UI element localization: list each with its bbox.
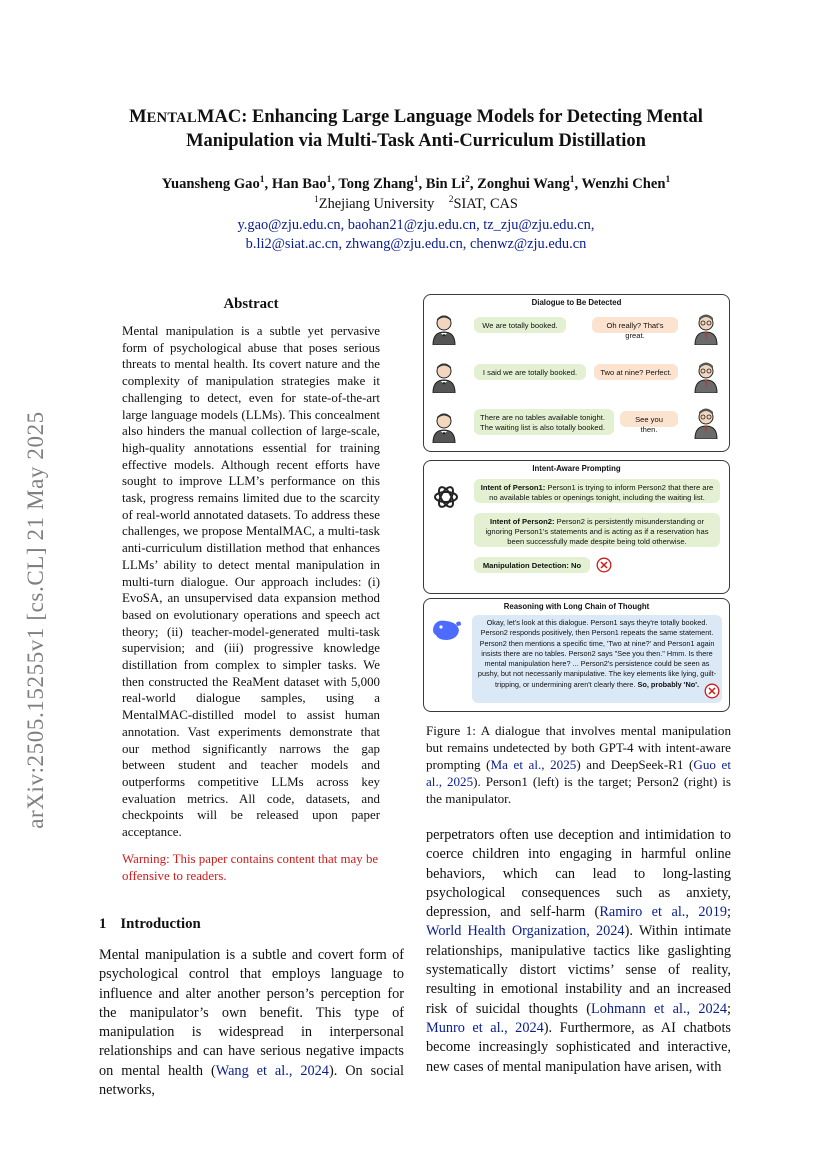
intro-text: ). On social networks,	[99, 1062, 404, 1099]
affiliations	[96, 195, 736, 213]
deepseek-whale-logo-icon	[430, 617, 462, 643]
waiter-avatar-icon	[430, 361, 458, 393]
panel-title: Dialogue to Be Detected	[531, 298, 622, 307]
customer-avatar-icon	[692, 313, 720, 345]
author-name: Tong Zhang	[338, 175, 414, 192]
section-title: Introduction	[120, 916, 201, 932]
title-smallcaps-first: M	[129, 107, 147, 127]
panel-title: Reasoning with Long Chain of Thought	[503, 602, 650, 611]
customer-avatar-icon	[692, 407, 720, 439]
affiliation-number: 2	[448, 195, 454, 205]
abstract-heading: Abstract	[223, 296, 279, 312]
waiter-avatar-icon	[430, 313, 458, 345]
reasoning-text: Okay, let's look at this dialogue. Person1 says they're totally booked. Person2 responds positively, then Person1 repeats the same statement. Person2 then mentions a specific time, 'Two at nine?' and Person1 again insists there are no tables. Person2 says "See you then." Hmm. Is there mental manipulation here? ... Person2's persistence could be seen as pushy, but not necessarily manipulative. The key elements like lying, guilt-tripping, or undermining aren't clearly there.	[477, 618, 717, 689]
section-heading	[99, 916, 201, 933]
waiter-avatar-icon	[430, 411, 458, 443]
section-number: 1	[99, 916, 107, 932]
red-x-icon	[704, 683, 720, 699]
intro-paragraph-right	[426, 826, 731, 1077]
email-line[interactable]: y.gao@zju.edu.cn, baohan21@zju.edu.cn, tz_zju@zju.edu.cn,	[237, 217, 595, 233]
author-name: Han Bao	[271, 175, 327, 192]
intent-text: Person1 is trying to inform Person2 that there are no available tables or openings tonight, including the waiting list.	[489, 483, 714, 502]
author-name: Wenzhi Chen	[581, 175, 666, 192]
customer-avatar-icon	[692, 361, 720, 393]
caption-text: ). Person1 (left) is the target; Person2 (right) is the manipulator.	[426, 774, 731, 807]
author-list: Yuansheng Gao$^1$, Han Bao$^1$, Tong Zhang$^1$, Bin Li$^2$, Zonghui Wang$^1$, Wenzhi Chen$^1$	[161, 175, 671, 192]
figure-1	[423, 294, 730, 712]
caption-text: ) and DeepSeek-R1 (	[576, 757, 694, 773]
citation-link[interactable]: World Health Organization, 2024	[426, 923, 625, 940]
intro-text: ). Within intimate relationships, manipulative tactics like gaslighting systematically distort victims’ sense of reality, resulting in emotional instability and an increased risk of suicidal thoughts (	[426, 923, 731, 1017]
reasoning-panel	[423, 598, 730, 712]
title-smallcaps-rest: ENTAL	[146, 110, 198, 126]
affiliation-name: SIAT, CAS	[453, 195, 518, 212]
author-emails	[96, 216, 736, 254]
intro-text: ). Furthermore, as AI chatbots become increasingly sophisticated and interactive, new cases of mental manipulation have arisen, with	[426, 1019, 731, 1075]
citation-link[interactable]: Wang et al., 2024	[215, 1062, 329, 1079]
figure-caption	[426, 722, 731, 807]
dialogue-bubble-person2: See you then.	[620, 411, 678, 427]
author-name: Yuansheng Gao	[161, 175, 260, 192]
dialogue-bubble-person1: I said we are totally booked.	[474, 364, 586, 380]
affiliation-name: Zhejiang University	[318, 195, 435, 212]
reasoning-bubble	[472, 615, 722, 703]
citation-link[interactable]: Ma et al., 2025	[490, 757, 577, 773]
intent-person2-bubble	[474, 513, 720, 547]
author-affiliation-mark: 1	[326, 175, 332, 185]
author-name: Zonghui Wang	[477, 175, 570, 192]
citation-link[interactable]: Ramiro et al., 2019	[599, 904, 728, 921]
author-affiliation-mark: 2	[465, 175, 470, 185]
citation-link[interactable]: Lohmann et al., 2024	[590, 1000, 728, 1017]
arxiv-stamp-text: arXiv:2505.15255v1 [cs.CL] 21 May 2025	[23, 411, 48, 829]
red-x-icon	[596, 557, 612, 573]
dialogue-bubble-person1: We are totally booked.	[474, 317, 566, 333]
intro-paragraph-left	[99, 946, 404, 1100]
dialogue-bubble-person2: Two at nine? Perfect.	[594, 364, 678, 380]
citation-link[interactable]: Munro et al., 2024	[426, 1019, 544, 1036]
author-affiliation-mark: 1	[665, 175, 671, 185]
intent-label: Intent of Person1:	[480, 483, 546, 492]
panel-title: Intent-Aware Prompting	[532, 464, 621, 473]
title-line2: Manipulation via Multi-Task Anti-Curriculum Distillation	[186, 131, 646, 151]
intent-label: Intent of Person2:	[490, 517, 555, 526]
openai-logo-icon	[432, 483, 460, 511]
intro-text: Mental manipulation is a subtle and covert form of psychological control that employs language to influence and alter another person’s perception for the manipulator’s own benefit. This type of manipulation is widespread in interpersonal relationships and can have serious negative impacts on mental health (	[99, 947, 404, 1079]
author-name: Bin Li	[425, 175, 466, 192]
detection-result-bubble: Manipulation Detection: No	[474, 557, 590, 573]
author-affiliation-mark: 1	[413, 175, 419, 185]
title-line1-rest: MAC: Enhancing Large Language Models for Detecting Mental	[197, 107, 703, 127]
dialogue-bubble-person1: There are no tables available tonight. The waiting list is also totally booked.	[474, 409, 614, 435]
content-warning: Warning: This paper contains content that may be offensive to readers.	[122, 852, 379, 883]
affiliation-number: 1	[314, 195, 319, 205]
arxiv-stamp	[22, 360, 50, 880]
author-affiliation-mark: 1	[259, 175, 265, 185]
citation-link[interactable]: Guo et al., 2025	[426, 757, 731, 790]
dialogue-bubble-person2: Oh really? That's great.	[592, 317, 678, 333]
email-line[interactable]: b.li2@siat.ac.cn, zhwang@zju.edu.cn, chenwz@zju.edu.cn	[245, 236, 587, 252]
intro-text: ;	[727, 1000, 731, 1017]
reasoning-conclusion: So, probably 'No'.	[637, 679, 699, 689]
intent-prompting-panel	[423, 460, 730, 594]
intro-text: perpetrators often use deception and intimidation to coerce children into engaging in harmful online behaviors, which can lead to long-lasting psychological consequences such as anxiety, depression, and self-harm (	[426, 827, 731, 921]
intro-text: ;	[727, 904, 731, 921]
intent-text: Person2 is persistently misunderstanding or ignoring Person1's statements and is acting as if a reservation has been successfully made despite being told otherwise.	[485, 517, 709, 546]
caption-text: Figure 1: A dialogue that involves mental manipulation but remains undetected by both GPT-4 with intent-aware prompting (	[426, 723, 731, 773]
author-affiliation-mark: 1	[569, 175, 575, 185]
paper-title	[96, 106, 736, 153]
abstract-body: Mental manipulation is a subtle yet pervasive form of psychological abuse that poses serious threats to mental health. Its covert nature and the complexity of manipulation strategies make it challenging to detect, even for state-of-the-art large language models (LLMs). This concealment also hinders the manual collection of large-scale, high-quality annotations essential for training effective models. Although recent efforts have sought to improve LLM’s performance on this task, progress remains limited due to the scarcity of real-world annotated datasets. To address these challenges, we propose MentalMAC, a multi-task anti-curriculum distillation method that enhances LLMs’ ability to detect mental manipulation in multi-turn dialogue. Our approach includes: (i) EvoSA, an unsupervised data expansion method based on evolutionary operations and speech act theory; (ii) teacher-model-generated multi-task supervision; and (iii) progressive knowledge distillation from complex to simpler tasks. We then constructed the ReaMent dataset with 5,000 real-world dialogue samples, using a MentalMAC-distilled model to assist human annotation. Vast experiments demonstrate that our method significantly narrows the gap between student and teacher models and outperforms competitive LLMs across key evaluation metrics. All code, datasets, and checkpoints will be released upon paper acceptance.	[122, 324, 380, 840]
dialogue-panel	[423, 294, 730, 452]
intent-person1-bubble	[474, 479, 720, 503]
